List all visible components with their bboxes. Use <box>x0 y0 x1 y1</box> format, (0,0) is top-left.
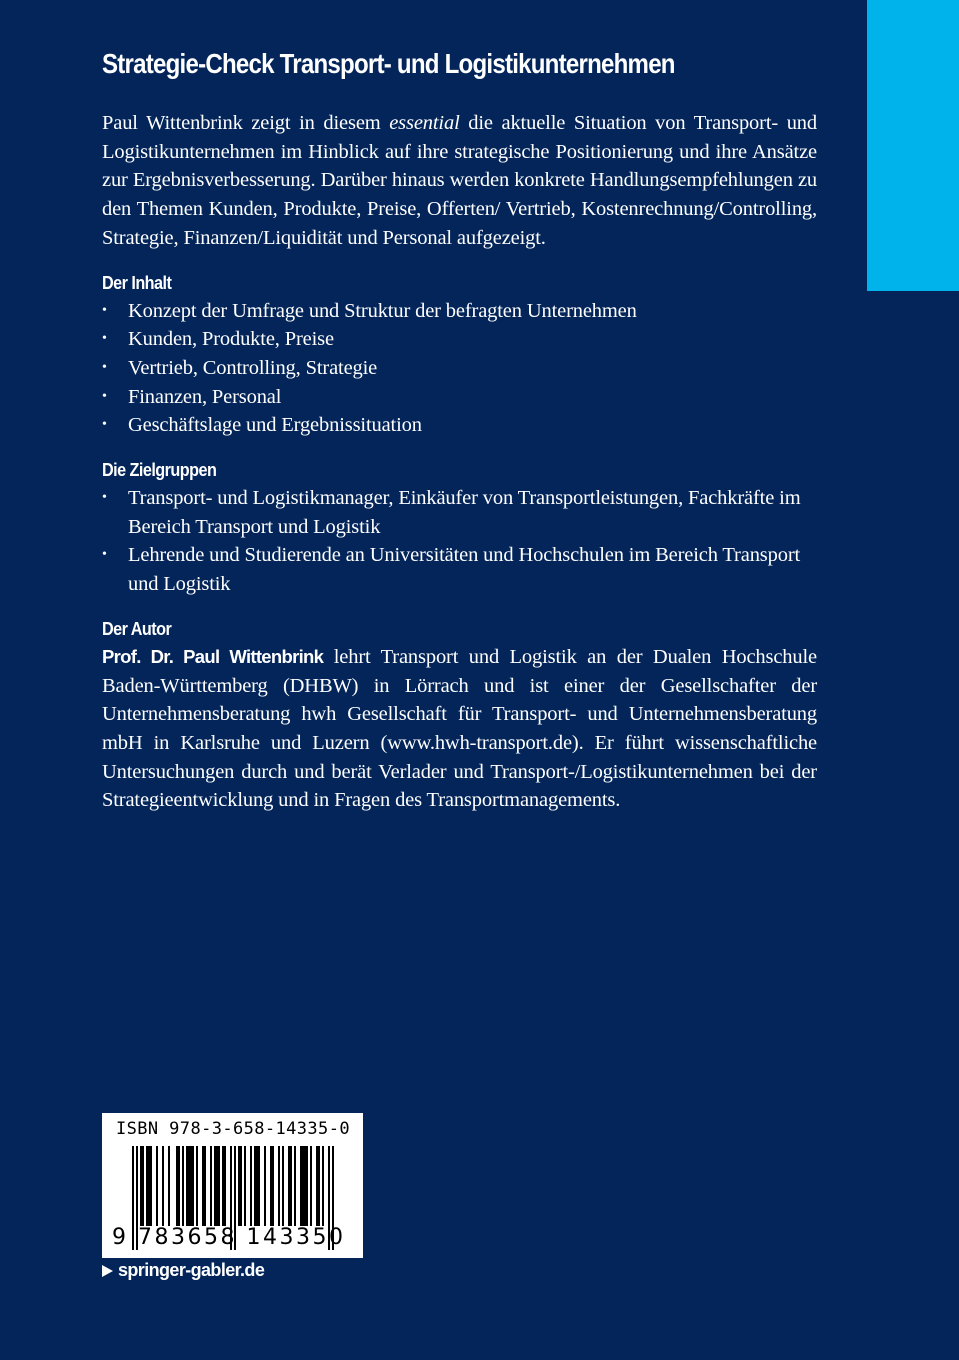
intro-text-start: Paul Wittenbrink zeigt in diesem <box>102 112 390 134</box>
bullet-icon: • <box>102 359 107 375</box>
audience-list <box>102 484 817 599</box>
list-item <box>102 354 817 383</box>
list-item-text: Geschäftslage und Ergebnissituation <box>128 414 422 437</box>
barcode-digits: 9 783658 143350 <box>112 1225 346 1250</box>
list-item <box>102 325 817 354</box>
list-item-text: Vertrieb, Controlling, Strategie <box>128 356 378 379</box>
author-bio <box>102 643 817 815</box>
author-bio-text: lehrt Transport und Logistik an der Dualen Hochschule Baden-Württemberg (DHBW) in Lörrach und ist einer der Gesellschafter der Unternehmensberatung hwh Gesellschaft für Transport- und Unternehmensberatung mbH in Karlsruhe und Luzern (www.hwh-transport.de). Er führt wissenschaftliche Untersuchungen durch und berät Verlader und Transport-/Logistikunternehmen bei der Strategieentwicklung und in Fragen des Transportmanagements. <box>102 645 817 812</box>
bullet-icon: • <box>102 417 107 433</box>
intro-text-end: die aktuelle Situation von Transport- und Logistikunternehmen im Hinblick auf ihre strategische Positionierung und ihre Ansätze zur Ergebnisverbesserung. Darüber hinaus werden konkrete Handlungsempfehlungen zu den Themen Kunden, Produkte, Preise, Offerten/ Vertrieb, Kostenrechnung/Controlling, Strategie, Finanzen/Liquidität und Personal aufgezeigt. <box>102 112 818 249</box>
list-item <box>102 383 817 412</box>
bullet-icon: • <box>102 331 107 347</box>
list-item <box>102 411 817 440</box>
section-heading-zielgruppen: Die Zielgruppen <box>102 460 217 481</box>
list-item-text: Kunden, Produkte, Preise <box>128 328 334 351</box>
bullet-icon: • <box>102 490 107 506</box>
bullet-icon: • <box>102 302 107 318</box>
list-item <box>102 541 817 598</box>
list-item <box>102 484 817 541</box>
play-arrow-icon <box>102 1265 113 1277</box>
bullet-icon: • <box>102 547 107 563</box>
list-item <box>102 297 817 326</box>
contents-list <box>102 297 817 441</box>
intro-emphasis: essential <box>389 112 460 134</box>
publisher-link-label: springer-gabler.de <box>118 1260 265 1280</box>
isbn-label: ISBN 978-3-658-14335-0 <box>116 1119 350 1139</box>
isbn-barcode <box>102 1113 363 1258</box>
section-heading-autor: Der Autor <box>102 618 172 639</box>
list-item-text: Transport- und Logistikmanager, Einkäufer von Transportleistungen, Fachkräfte im Bereich Transport und Logistik <box>128 487 801 538</box>
bullet-icon: • <box>102 388 107 404</box>
section-heading-inhalt: Der Inhalt <box>102 272 172 293</box>
list-item-text: Lehrende und Studierende an Universitäten und Hochschulen im Bereich Transport und Logistik <box>128 544 801 596</box>
author-name: Prof. Dr. Paul Wittenbrink <box>102 645 324 667</box>
back-cover-content <box>102 44 817 815</box>
publisher-link[interactable] <box>102 1260 264 1281</box>
accent-color-block <box>867 0 959 291</box>
intro-paragraph <box>102 109 817 253</box>
list-item-text: Finanzen, Personal <box>128 385 282 408</box>
book-title: Strategie-Check Transport- und Logistikunternehmen <box>102 48 675 79</box>
list-item-text: Konzept der Umfrage und Struktur der befragten Unternehmen <box>128 299 637 322</box>
